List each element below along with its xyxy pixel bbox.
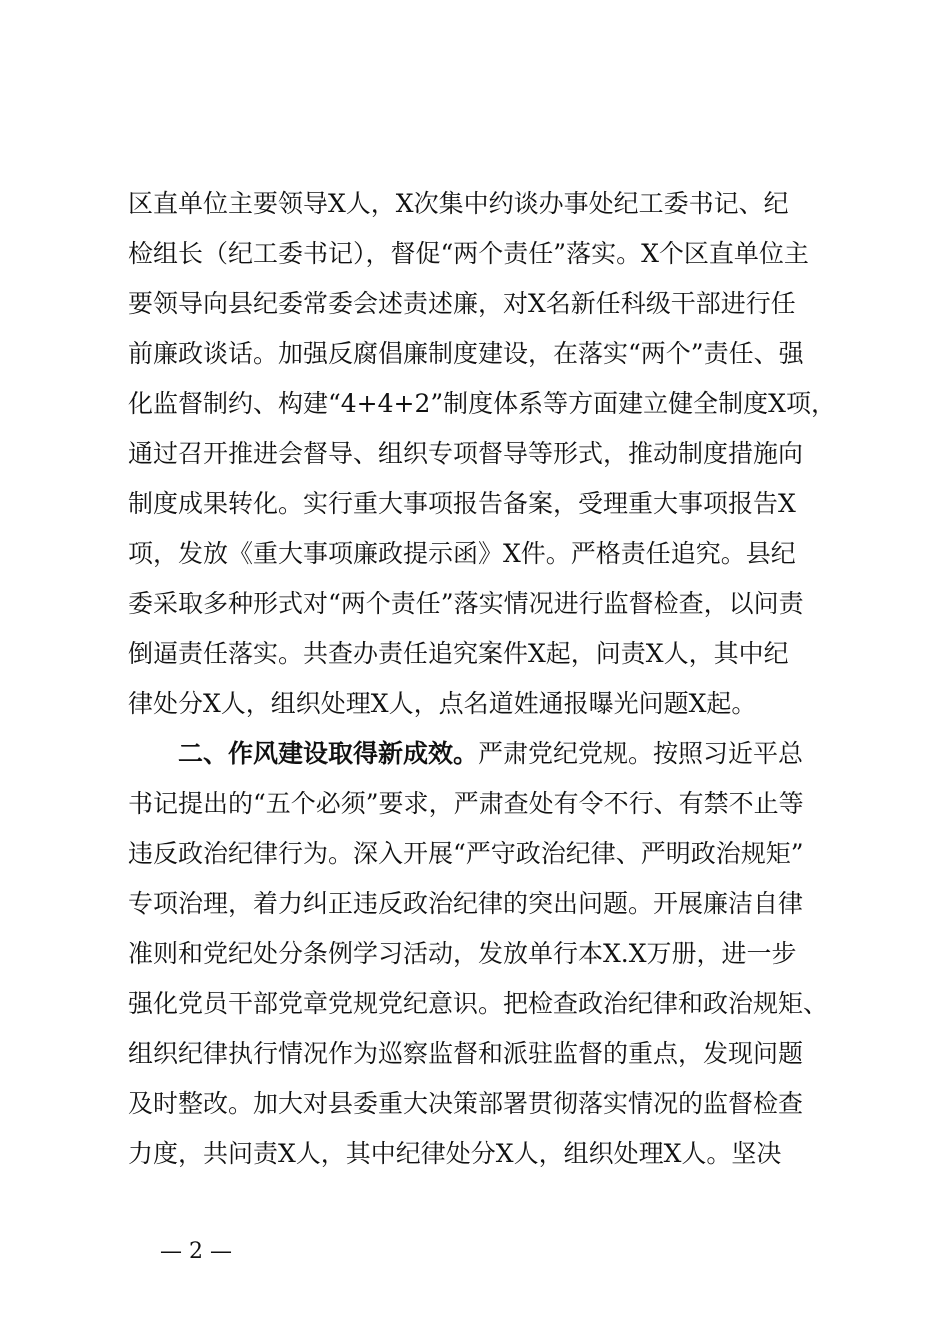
section-heading: 二、作风建设取得新成效。	[178, 739, 479, 768]
paragraph-line: 制度成果转化。实行重大事项报告备案，受理重大事项报告X	[128, 489, 796, 518]
paragraph-line: 前廉政谈话。加强反腐倡廉制度建设，在落实“两个”责任、强	[128, 339, 804, 368]
paragraph-line: 区直单位主要领导X人，X次集中约谈办事处纪工委书记、纪	[128, 189, 789, 218]
paragraph-line: 组织纪律执行情况作为巡察监督和派驻监督的重点，发现问题	[128, 1039, 804, 1068]
paragraph-line: 要领导向县纪委常委会述责述廉，对X名新任科级干部进行任	[128, 289, 796, 318]
page-number: — 2 —	[160, 1239, 232, 1264]
paragraph-line: 及时整改。加大对县委重大决策部署贯彻落实情况的监督检查	[128, 1089, 804, 1118]
paragraph-line: 化监督制约、构建“4+4+2”制度体系等方面建立健全制度X项，	[128, 389, 836, 418]
section-heading-line	[178, 738, 803, 770]
paragraph-line: 项，发放《重大事项廉政提示函》X件。严格责任追究。县纪	[128, 539, 796, 568]
paragraph-line: 委采取多种形式对“两个责任”落实情况进行监督检查，以问责	[128, 589, 804, 618]
paragraph-line: 检组长（纪工委书记），督促“两个责任”落实。X个区直单位主	[128, 239, 809, 268]
paragraph-line: 准则和党纪处分条例学习活动，发放单行本X.X万册，进一步	[128, 939, 797, 968]
paragraph-line: 倒逼责任落实。共查办责任追究案件X起，问责X人，其中纪	[128, 639, 789, 668]
section-heading-continuation: 严肃党纪党规。按照习近平总	[478, 739, 804, 768]
paragraph-line: 专项治理，着力纠正违反政治纪律的突出问题。开展廉洁自律	[128, 889, 804, 918]
paragraph-line: 书记提出的“五个必须”要求，严肃查处有令不行、有禁不止等	[128, 789, 804, 818]
paragraph-line: 通过召开推进会督导、组织专项督导等形式，推动制度措施向	[128, 439, 804, 468]
paragraph-line: 强化党员干部党章党规党纪意识。把检查政治纪律和政治规矩、	[128, 989, 829, 1018]
paragraph-line: 律处分X人，组织处理X人，点名道姓通报曝光问题X起。	[128, 689, 757, 718]
paragraph-line: 力度，共问责X人，其中纪律处分X人，组织处理X人。坚决	[128, 1139, 782, 1168]
paragraph-line: 违反政治纪律行为。深入开展“严守政治纪律、严明政治规矩”	[128, 839, 804, 868]
